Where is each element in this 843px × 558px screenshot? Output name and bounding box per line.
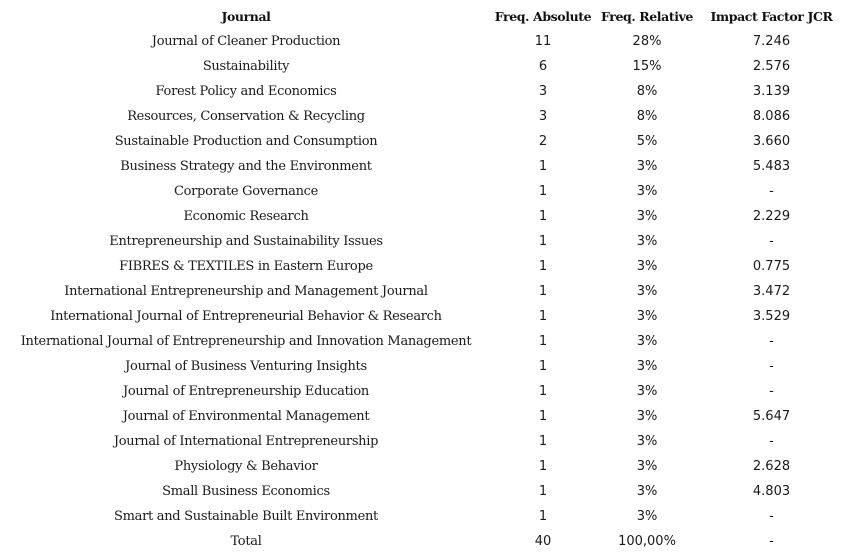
- cell-impact-factor: -: [769, 334, 774, 349]
- table-body: [0, 29, 843, 529]
- cell-freq-absolute: 1: [538, 484, 548, 499]
- table-row: [0, 429, 843, 454]
- cell-impact-factor: -: [769, 434, 774, 449]
- cell-freq-relative: 3%: [636, 434, 658, 449]
- cell-journal: FIBRES & TEXTILES in Eastern Europe: [119, 259, 373, 274]
- cell-impact-factor: -: [769, 384, 774, 399]
- cell-freq-absolute: 1: [538, 409, 548, 424]
- cell-freq-relative: 3%: [636, 159, 658, 174]
- cell-impact-factor: 3.660: [752, 134, 791, 149]
- cell-journal: Corporate Governance: [173, 184, 319, 199]
- cell-impact-factor: -: [769, 509, 774, 524]
- cell-journal: Entrepreneurship and Sustainability Issues: [109, 234, 383, 249]
- cell-freq-absolute: 3: [538, 109, 548, 124]
- cell-impact-factor: 5.647: [752, 409, 791, 424]
- cell-freq-absolute: 1: [538, 184, 548, 199]
- total-label: Total: [230, 534, 262, 549]
- cell-freq-relative: 3%: [636, 334, 658, 349]
- cell-journal: Small Business Economics: [162, 484, 330, 499]
- table-header: [0, 4, 843, 29]
- cell-journal: Economic Research: [183, 209, 309, 224]
- cell-freq-relative: 3%: [636, 409, 658, 424]
- cell-impact-factor: 2.576: [752, 59, 791, 74]
- cell-impact-factor: -: [769, 184, 774, 199]
- cell-freq-relative: 3%: [636, 234, 658, 249]
- cell-impact-factor: 7.246: [752, 34, 791, 49]
- cell-freq-absolute: 1: [538, 334, 548, 349]
- cell-journal: International Journal of Entrepreneurship and Innovation Management: [20, 334, 472, 349]
- cell-freq-absolute: 1: [538, 434, 548, 449]
- table-row: [0, 454, 843, 479]
- table-row: [0, 279, 843, 304]
- table-row: [0, 379, 843, 404]
- cell-journal: Business Strategy and the Environment: [120, 159, 372, 174]
- cell-freq-absolute: 1: [538, 509, 548, 524]
- cell-freq-relative: 28%: [632, 34, 662, 49]
- cell-freq-relative: 5%: [636, 134, 658, 149]
- total-freq-absolute: 40: [534, 534, 552, 549]
- cell-freq-absolute: 1: [538, 259, 548, 274]
- cell-freq-relative: 3%: [636, 359, 658, 374]
- cell-journal: Sustainable Production and Consumption: [114, 134, 378, 149]
- cell-freq-absolute: 1: [538, 284, 548, 299]
- cell-journal: Journal of Entrepreneurship Education: [122, 384, 370, 399]
- cell-impact-factor: -: [769, 359, 774, 374]
- cell-journal: Journal of Business Venturing Insights: [125, 359, 367, 374]
- table-row: [0, 329, 843, 354]
- cell-journal: International Journal of Entrepreneurial Behavior & Research: [50, 309, 442, 324]
- cell-freq-relative: 3%: [636, 284, 658, 299]
- cell-freq-relative: 3%: [636, 309, 658, 324]
- header-impact-factor: Impact Factor JCR: [710, 9, 833, 24]
- cell-freq-relative: 3%: [636, 209, 658, 224]
- table-row: [0, 254, 843, 279]
- cell-freq-absolute: 1: [538, 159, 548, 174]
- cell-freq-absolute: 1: [538, 359, 548, 374]
- cell-freq-absolute: 6: [538, 59, 548, 74]
- table-row: [0, 104, 843, 129]
- cell-impact-factor: 3.472: [752, 284, 791, 299]
- cell-journal: Journal of Environmental Management: [122, 409, 370, 424]
- cell-impact-factor: 2.628: [752, 459, 791, 474]
- table-row: [0, 204, 843, 229]
- cell-freq-absolute: 3: [538, 84, 548, 99]
- cell-impact-factor: 0.775: [752, 259, 791, 274]
- total-impact-factor: -: [769, 534, 774, 549]
- cell-freq-absolute: 1: [538, 234, 548, 249]
- cell-impact-factor: 8.086: [752, 109, 791, 124]
- table-row: [0, 54, 843, 79]
- table-row: [0, 354, 843, 379]
- cell-freq-relative: 3%: [636, 484, 658, 499]
- cell-journal: Sustainability: [202, 59, 290, 74]
- table-row: [0, 304, 843, 329]
- cell-freq-relative: 8%: [636, 84, 658, 99]
- cell-freq-relative: 3%: [636, 259, 658, 274]
- header-freq-relative: Freq. Relative: [601, 9, 693, 24]
- cell-journal: International Entrepreneurship and Management Journal: [64, 284, 428, 299]
- cell-freq-absolute: 11: [534, 34, 552, 49]
- table-row: [0, 179, 843, 204]
- cell-freq-absolute: 1: [538, 384, 548, 399]
- cell-impact-factor: 2.229: [752, 209, 791, 224]
- cell-journal: Physiology & Behavior: [174, 459, 318, 474]
- table-row: [0, 129, 843, 154]
- table-row: [0, 479, 843, 504]
- total-freq-relative: 100,00%: [618, 534, 676, 549]
- cell-freq-absolute: 1: [538, 309, 548, 324]
- cell-freq-relative: 8%: [636, 109, 658, 124]
- cell-journal: Forest Policy and Economics: [155, 84, 337, 99]
- table-row: [0, 29, 843, 54]
- cell-impact-factor: -: [769, 234, 774, 249]
- header-freq-absolute: Freq. Absolute: [494, 9, 592, 24]
- cell-impact-factor: 3.529: [752, 309, 791, 324]
- table-footer: [0, 529, 843, 554]
- table-row: [0, 504, 843, 529]
- cell-freq-relative: 3%: [636, 459, 658, 474]
- cell-freq-relative: 3%: [636, 509, 658, 524]
- cell-freq-relative: 15%: [632, 59, 662, 74]
- cell-impact-factor: 5.483: [752, 159, 791, 174]
- header-row: [0, 4, 843, 29]
- cell-impact-factor: 3.139: [752, 84, 791, 99]
- cell-journal: Smart and Sustainable Built Environment: [114, 509, 378, 524]
- cell-freq-absolute: 2: [538, 134, 548, 149]
- cell-freq-absolute: 1: [538, 209, 548, 224]
- table-row: [0, 229, 843, 254]
- cell-impact-factor: 4.803: [752, 484, 791, 499]
- cell-journal: Resources, Conservation & Recycling: [127, 109, 365, 124]
- journal-frequency-table: [0, 4, 843, 554]
- table-row: [0, 404, 843, 429]
- cell-freq-relative: 3%: [636, 184, 658, 199]
- total-row: [0, 529, 843, 554]
- header-journal: Journal: [221, 9, 271, 24]
- cell-freq-absolute: 1: [538, 459, 548, 474]
- cell-journal: Journal of Cleaner Production: [151, 34, 341, 49]
- table-row: [0, 154, 843, 179]
- table-row: [0, 79, 843, 104]
- cell-freq-relative: 3%: [636, 384, 658, 399]
- cell-journal: Journal of International Entrepreneurship: [113, 434, 379, 449]
